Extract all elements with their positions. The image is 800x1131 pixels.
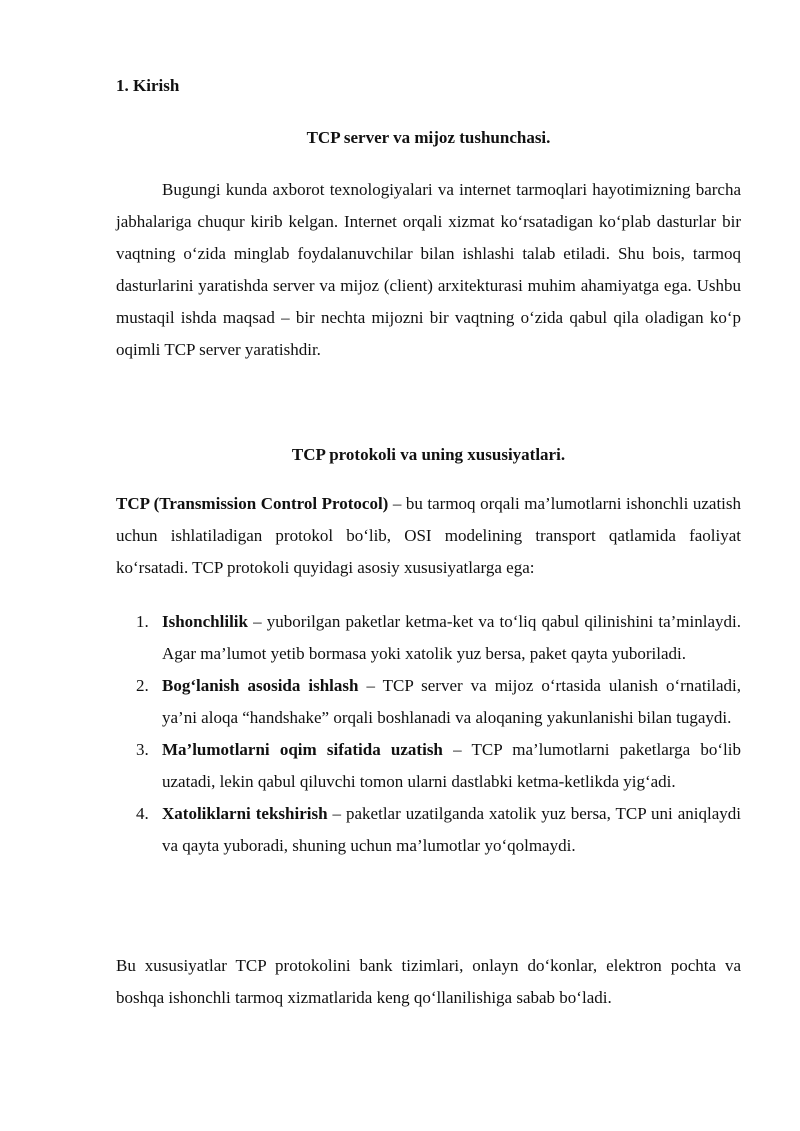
list-item-text: – TCP ma’lumotlarni paketlarga bo‘lib uzatadi, lekin qabul qiluvchi tomon ularni dastlabki ketma-ketlikda yig‘adi. xyxy=(162,740,741,791)
tcp-definition-text: – bu tarmoq orqali ma’lumotlarni ishonchli uzatish uchun ishlatiladigan protokol bo‘lib, OSI modelining transport qatlamida faoliyat ko‘rsatadi. TCP protokoli quyidagi asosiy xususiyatlarga ega: xyxy=(116,494,742,577)
list-item xyxy=(116,606,741,670)
list-number: 2. xyxy=(136,676,149,695)
section-heading: 1. Kirish xyxy=(116,76,180,95)
title-tcp-protocol: TCP protokoli va uning xususiyatlari. xyxy=(291,445,566,464)
list-number: 1. xyxy=(136,612,149,631)
list-item-title: Xatoliklarni tekshirish xyxy=(162,804,328,823)
list-item xyxy=(116,670,741,734)
list-item-text: – TCP server va mijoz o‘rtasida ulanish o‘rnatiladi, ya’ni aloqa “handshake” orqali boshlanadi va aloqaning yakunlanishi bilan tugaydi. xyxy=(162,676,742,727)
list-item-title: Ishonchlilik xyxy=(162,612,248,631)
features-list xyxy=(116,606,741,862)
list-number: 3. xyxy=(136,740,149,759)
list-item xyxy=(116,734,741,798)
list-item xyxy=(116,798,741,862)
title-tcp-server-client: TCP server va mijoz tushunchasi. xyxy=(306,128,551,147)
tcp-term: TCP (Transmission Control Protocol) xyxy=(116,494,389,513)
list-item-text: – paketlar uzatilganda xatolik yuz bersa, TCP uni aniqlaydi va qayta yuboradi, shuning uchun ma’lumotlar yo‘qolmaydi. xyxy=(162,804,741,855)
tcp-definition-paragraph xyxy=(116,488,741,584)
list-item-text: – yuborilgan paketlar ketma-ket va to‘liq qabul qilinishini ta’minlaydi. Agar ma’lumot yetib bormasa yoki xatolik yuz bersa, paket qayta yuboriladi. xyxy=(162,612,741,663)
list-number: 4. xyxy=(136,804,149,823)
conclusion-paragraph: Bu xususiyatlar TCP protokolini bank tizimlari, onlayn do‘konlar, elektron pochta va boshqa ishonchli tarmoq xizmatlarida keng qo‘llanilishiga sabab bo‘ladi. xyxy=(116,956,741,1007)
intro-paragraph: Bugungi kunda axborot texnologiyalari va internet tarmoqlari hayotimizning barcha jabhalariga chuqur kirib kelgan. Internet orqali xizmat ko‘rsatadigan ko‘plab dasturlar bir vaqtning o‘zida minglab foydalanuvchilar bilan ishlashi talab etiladi. Shu bois, tarmoq dasturlarini yaratishda server va mijoz (client) arxitekturasi muhim ahamiyatga ega. Ushbu mustaqil ishda maqsad – bir nechta mijozni bir vaqtning o‘zida qabul qila oladigan ko‘p oqimli TCP server yaratishdir. xyxy=(116,180,741,359)
list-item-title: Ma’lumotlarni oqim sifatida uzatish xyxy=(162,740,443,759)
list-item-title: Bog‘lanish asosida ishlash xyxy=(162,676,359,695)
